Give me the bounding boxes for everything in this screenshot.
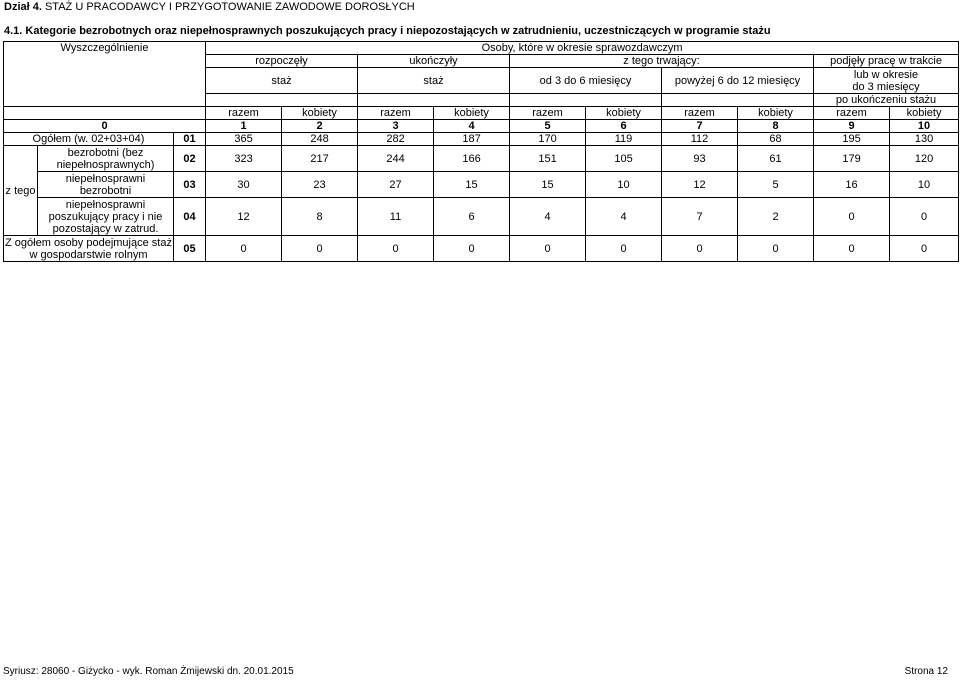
cell: 187 bbox=[434, 133, 510, 146]
cell: 6 bbox=[434, 198, 510, 236]
cell: 0 bbox=[890, 198, 959, 236]
cell: 112 bbox=[662, 133, 738, 146]
cell: 12 bbox=[662, 172, 738, 198]
row-label: niepełnosprawni bezrobotni bbox=[38, 172, 174, 198]
col-number: 8 bbox=[738, 120, 814, 133]
cell: 0 bbox=[814, 236, 890, 262]
cell: 130 bbox=[890, 133, 959, 146]
cell: 0 bbox=[662, 236, 738, 262]
page-number: Strona 12 bbox=[904, 666, 948, 677]
cell: 4 bbox=[586, 198, 662, 236]
cell: 27 bbox=[358, 172, 434, 198]
col-number: 1 bbox=[206, 120, 282, 133]
table-caption: 4.1. Kategorie bezrobotnych oraz niepełnosprawnych poszukujących pracy i niepozostających w zatrudnieniu, uczestniczących w programie stażu bbox=[4, 25, 771, 37]
section-name: STAŻ U PRACODAWCY I PRZYGOTOWANIE ZAWODOWE DOROSŁYCH bbox=[44, 1, 415, 13]
header-took-job-rest: lub w okresie do 3 miesięcy bbox=[814, 68, 959, 94]
cell: 120 bbox=[890, 146, 959, 172]
row-code: 02 bbox=[174, 146, 206, 172]
cell: 0 bbox=[586, 236, 662, 262]
col-number: 9 bbox=[814, 120, 890, 133]
col-number: 7 bbox=[662, 120, 738, 133]
cell: 248 bbox=[282, 133, 358, 146]
col-number: 5 bbox=[510, 120, 586, 133]
cell: 0 bbox=[738, 236, 814, 262]
group-header: Osoby, które w okresie sprawozdawczym bbox=[206, 42, 959, 55]
cell: 244 bbox=[358, 146, 434, 172]
col-number: 2 bbox=[282, 120, 358, 133]
col-number: 3 bbox=[358, 120, 434, 133]
cell: 0 bbox=[814, 198, 890, 236]
col-number: 4 bbox=[434, 120, 510, 133]
row-label: niepełnosprawni poszukujący pracy i nie pozostający w zatrud. bbox=[38, 198, 174, 236]
cell: 10 bbox=[890, 172, 959, 198]
row-label: Ogółem (w. 02+03+04) bbox=[4, 133, 174, 146]
cell: 8 bbox=[282, 198, 358, 236]
cell: 93 bbox=[662, 146, 738, 172]
cell: 170 bbox=[510, 133, 586, 146]
header-women: kobiety bbox=[586, 107, 662, 120]
header-total: razem bbox=[662, 107, 738, 120]
col-number: 6 bbox=[586, 120, 662, 133]
cell: 365 bbox=[206, 133, 282, 146]
header-took-job-1: podjęły pracę w trakcie bbox=[814, 55, 959, 68]
table-row bbox=[4, 146, 959, 172]
cell: 282 bbox=[358, 133, 434, 146]
cell: 0 bbox=[510, 236, 586, 262]
z-tego-label: z tego bbox=[4, 146, 38, 236]
header-range-1: od 3 do 6 miesięcy bbox=[510, 68, 662, 94]
header-total: razem bbox=[358, 107, 434, 120]
header-range-2: powyżej 6 do 12 miesięcy bbox=[662, 68, 814, 94]
header-finished: ukończyły bbox=[358, 55, 510, 68]
col-number: 10 bbox=[890, 120, 959, 133]
header-finished-sub: staż bbox=[358, 68, 510, 94]
header-total: razem bbox=[206, 107, 282, 120]
cell: 0 bbox=[206, 236, 282, 262]
table-row bbox=[4, 198, 959, 236]
cell: 68 bbox=[738, 133, 814, 146]
cell: 16 bbox=[814, 172, 890, 198]
header-started: rozpoczęły bbox=[206, 55, 358, 68]
cell: 11 bbox=[358, 198, 434, 236]
header-started-sub: staż bbox=[206, 68, 358, 94]
cell: 15 bbox=[434, 172, 510, 198]
header-women: kobiety bbox=[890, 107, 959, 120]
header-women: kobiety bbox=[434, 107, 510, 120]
row-code: 03 bbox=[174, 172, 206, 198]
header-took-job-4: po ukończeniu stażu bbox=[814, 94, 959, 107]
cell: 119 bbox=[586, 133, 662, 146]
header-women: kobiety bbox=[282, 107, 358, 120]
cell: 61 bbox=[738, 146, 814, 172]
col-main-header: Wyszczególnienie bbox=[4, 42, 206, 107]
cell: 15 bbox=[510, 172, 586, 198]
cell: 5 bbox=[738, 172, 814, 198]
row-code: 05 bbox=[174, 236, 206, 262]
table-row bbox=[4, 172, 959, 198]
cell: 179 bbox=[814, 146, 890, 172]
cell: 323 bbox=[206, 146, 282, 172]
table-row bbox=[4, 236, 959, 262]
row-label: bezrobotni (bez niepełnosprawnych) bbox=[38, 146, 174, 172]
cell: 166 bbox=[434, 146, 510, 172]
cell: 105 bbox=[586, 146, 662, 172]
cell: 0 bbox=[890, 236, 959, 262]
cell: 7 bbox=[662, 198, 738, 236]
cell: 0 bbox=[282, 236, 358, 262]
cell: 4 bbox=[510, 198, 586, 236]
cell: 151 bbox=[510, 146, 586, 172]
cell: 12 bbox=[206, 198, 282, 236]
cell: 0 bbox=[434, 236, 510, 262]
cell: 195 bbox=[814, 133, 890, 146]
section-label: Dział 4. bbox=[4, 1, 42, 13]
header-women: kobiety bbox=[738, 107, 814, 120]
header-lasting: z tego trwający: bbox=[510, 55, 814, 68]
header-total: razem bbox=[814, 107, 890, 120]
header-total: razem bbox=[510, 107, 586, 120]
cell: 2 bbox=[738, 198, 814, 236]
row-code: 04 bbox=[174, 198, 206, 236]
cell: 0 bbox=[358, 236, 434, 262]
table-row bbox=[4, 133, 959, 146]
cell: 217 bbox=[282, 146, 358, 172]
stats-table bbox=[3, 41, 959, 262]
cell: 30 bbox=[206, 172, 282, 198]
cell: 23 bbox=[282, 172, 358, 198]
row-code: 01 bbox=[174, 133, 206, 146]
col-number: 0 bbox=[4, 120, 206, 133]
footer-info: Syriusz: 28060 - Giżycko - wyk. Roman Żmijewski dn. 20.01.2015 bbox=[3, 666, 294, 677]
row-label: Z ogółem osoby podejmujące staż w gospodarstwie rolnym bbox=[5, 236, 172, 261]
section-title bbox=[4, 1, 415, 13]
cell: 10 bbox=[586, 172, 662, 198]
